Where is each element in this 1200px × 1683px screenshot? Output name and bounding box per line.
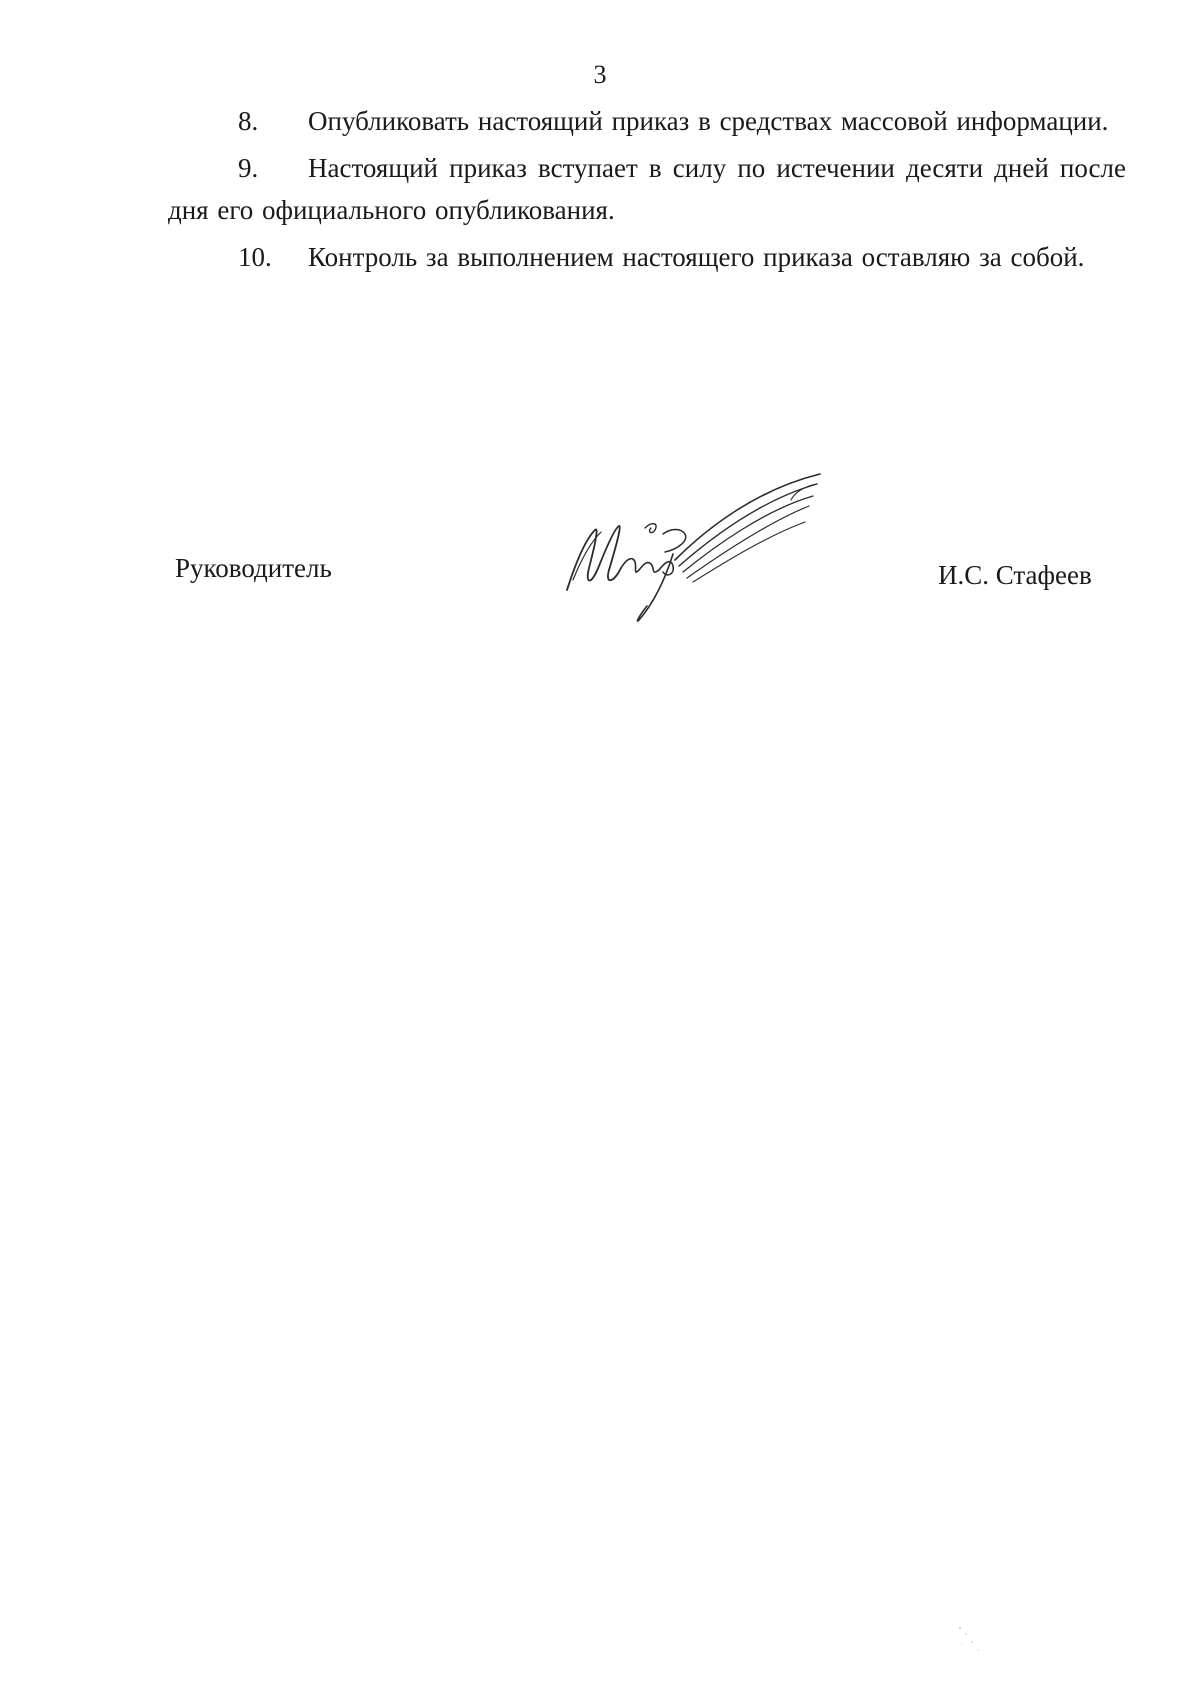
paragraph-number: 10. — [238, 242, 272, 272]
paragraph-8 — [168, 100, 1126, 142]
scan-artifact — [950, 1620, 990, 1660]
paragraph-text: Опубликовать настоящий приказ в средствах массовой информации. — [308, 106, 1109, 136]
paragraph-number: 8. — [238, 106, 259, 136]
signatory-title: Руководитель — [175, 553, 332, 583]
document-body — [168, 100, 1126, 283]
paragraph-9 — [168, 147, 1126, 231]
paragraph-number: 9. — [238, 153, 259, 183]
paragraph-10 — [168, 236, 1126, 278]
paragraph-text: Контроль за выполнением настоящего приказа оставляю за собой. — [308, 242, 1085, 272]
paragraph-text: Настоящий приказ вступает в силу по истечении десяти дней после дня его официального опубликования. — [168, 153, 1126, 225]
signatory-name: И.С. Стафеев — [938, 560, 1092, 590]
handwritten-signature — [555, 470, 835, 630]
page-number: 3 — [593, 60, 607, 89]
